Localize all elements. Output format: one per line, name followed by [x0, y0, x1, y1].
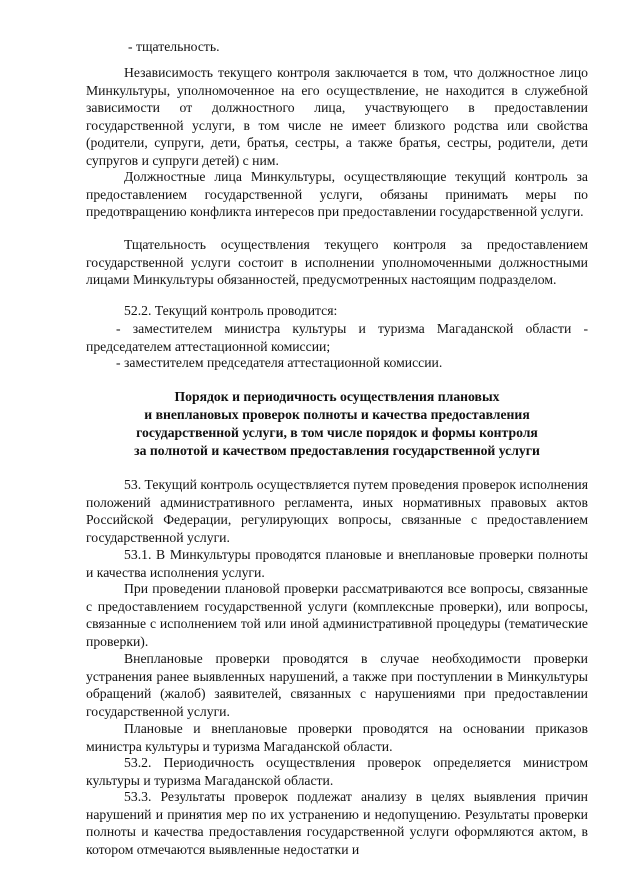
paragraph-conflict-of-interest: Должностные лица Минкультуры, осуществляющие текущий контроль за предоставлением государственной услуги, обязаны принимать меры по предотвращению конфликта интересов при предоставлении государственной услуги.: [86, 169, 588, 220]
paragraph-53-3: 53.3. Результаты проверок подлежат анализу в целях выявления причин нарушений и принятия мер по их устранению и недопущению. Результаты проверки полноты и качества предоставления государственной услуги оформляются актом, в котором отмечаются выявленные недостатки и: [86, 789, 588, 857]
heading-line-3: государственной услуги, в том числе порядок и формы контроля: [136, 425, 538, 440]
heading-line-4: за полнотой и качеством предоставления государственной услуги: [134, 443, 540, 458]
paragraph-unplanned-inspection: Внеплановые проверки проводятся в случае необходимости проверки устранения ранее выявленных нарушений, а также при поступлении в Минкультуры обращений (жалоб) заявителей, связанных с нарушениями при предоставлении государственной услуги.: [86, 651, 588, 719]
paragraph-inspection-basis: Плановые и внеплановые проверки проводятся на основании приказов министра культуры и туризма Магаданской области.: [86, 721, 588, 754]
paragraph-diligence-item: - тщательность.: [128, 39, 220, 54]
heading-line-2: и внеплановых проверок полноты и качества предоставления: [144, 407, 530, 422]
paragraph-deputy-chairman: - заместителем председателя аттестационной комиссии.: [116, 355, 443, 370]
paragraph-deputy-minister: - заместителем министра культуры и туризма Магаданской области - председателем аттестационной комиссии;: [86, 321, 588, 354]
heading-line-1: Порядок и периодичность осуществления плановых: [174, 389, 500, 404]
paragraph-independence: Независимость текущего контроля заключается в том, что должностное лицо Минкультуры, уполномоченное на его осуществление, не находится в служебной зависимости от должностного лица, участвующего в предоставлении государственной услуги, в том числе не имеет близкого родства или свойства (родители, супруги, дети, братья, сестры, а также братья, сестры, родители, дети супругов и супруги детей) с ним.: [86, 65, 588, 168]
paragraph-diligence: Тщательность осуществления текущего контроля за предоставлением государственной услуги состоит в исполнении уполномоченными должностными лицами Минкультуры обязанностей, предусмотренных настоящим подразделом.: [86, 237, 588, 288]
paragraph-53: 53. Текущий контроль осуществляется путем проведения проверок исполнения положений административного регламента, иных нормативных правовых актов Российской Федерации, регулирующих вопросы, связанные с предоставлением государственной услуги.: [86, 477, 588, 545]
paragraph-53-2: 53.2. Периодичность осуществления проверок определяется министром культуры и туризма Магаданской области.: [86, 755, 588, 788]
paragraph-planned-inspection: При проведении плановой проверки рассматриваются все вопросы, связанные с предоставлением государственной услуги (комплексные проверки), или вопросы, связанные с исполнением той или иной административной процедуры (тематические проверки).: [86, 581, 588, 649]
paragraph-52-2: 52.2. Текущий контроль проводится:: [124, 303, 338, 318]
paragraph-53-1: 53.1. В Минкультуры проводятся плановые и внеплановые проверки полноты и качества исполнения услуги.: [86, 547, 588, 580]
